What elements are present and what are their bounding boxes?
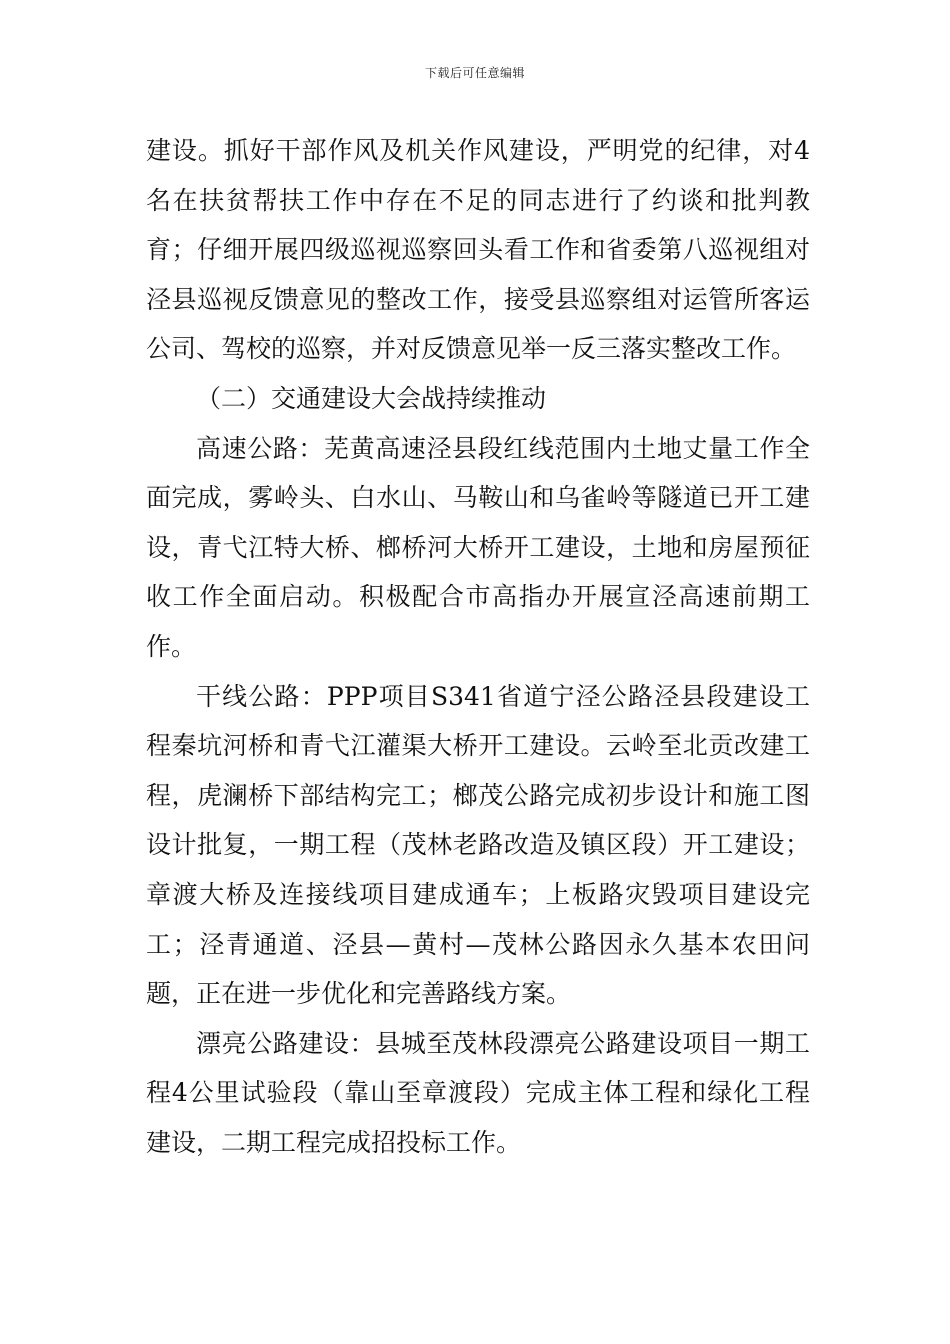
section-heading-traffic-construction: （二）交通建设大会战持续推动 [196,383,547,413]
page-header: 下载后可任意编辑 [424,66,525,80]
paragraph-beautiful-road: 漂亮公路建设：县城至茂林段漂亮公路建设项目一期工程4公里试验段（靠山至章渡段）完成主体工程和绿化工程建设，二期工程完成招投标工作。 [146,1028,810,1157]
paragraph-trunk-road: 干线公路：PPP项目S341省道宁泾公路泾县段建设工程秦坑河桥和青弋江灌渠大桥开工建设。云岭至北贡改建工程，虎澜桥下部结构完工；榔茂公路完成初步设计和施工图设计批复，一期工程（茂林老路改造及镇区段）开工建设；章渡大桥及连接线项目建成通车；上板路灾毁项目建设完工；泾青通道、泾县—黄村—茂林公路因永久基本农田问题，正在进一步优化和完善路线方案。 [146,681,810,1009]
paragraph-expressway: 高速公路：芜黄高速泾县段红线范围内土地丈量工作全面完成，雾岭头、白水山、马鞍山和乌雀岭等隧道已开工建设，青弋江特大桥、榔桥河大桥开工建设，土地和房屋预征收工作全面启动。积极配合市高指办开展宣泾高速前期工作。 [146,433,810,661]
document-body [146,126,810,1167]
paragraph-party-discipline: 建设。抓好干部作风及机关作风建设，严明党的纪律，对4名在扶贫帮扶工作中存在不足的同志进行了约谈和批判教育；仔细开展四级巡视巡察回头看工作和省委第八巡视组对泾县巡视反馈意见的整改工作，接受县巡察组对运管所客运公司、驾校的巡察，并对反馈意见举一反三落实整改工作。 [146,136,810,364]
